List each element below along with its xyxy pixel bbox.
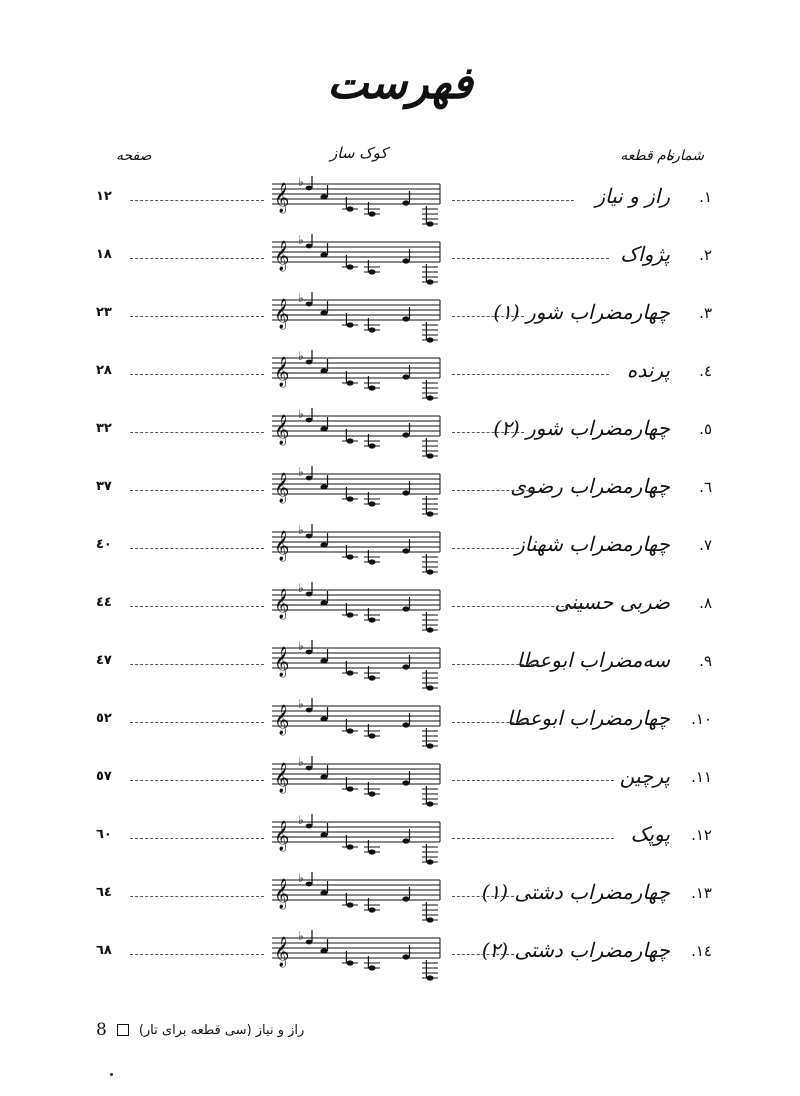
tuning-staff [272,750,442,810]
leader-dots [130,548,264,549]
toc-piece-name: چهارمضراب ابوعطا [506,706,670,730]
leader-dots [130,954,264,955]
tuning-staff [272,924,442,984]
svg-text:♭: ♭ [298,581,304,595]
svg-text:𝄞: 𝄞 [274,299,290,329]
header-number: شماره [665,148,704,164]
svg-text:𝄞: 𝄞 [274,357,290,387]
toc-page-number: ٤٠ [96,537,112,552]
header-tuning: کوک ساز [330,144,388,162]
toc-row [0,465,800,512]
leader-dots [130,316,264,317]
svg-text:♭: ♭ [298,407,304,421]
toc-piece-name: پژواک [620,242,670,266]
leader-dots [130,722,264,723]
header-piece-name: نام قطعه [620,148,674,164]
tuning-staff [272,170,442,230]
tuning-staff [272,576,442,636]
leader-dots [130,432,264,433]
tuning-staff [272,692,442,752]
leader-dots [452,954,514,955]
toc-row [0,813,800,860]
toc-row [0,871,800,918]
footer [96,1020,356,1040]
leader-dots [452,896,514,897]
toc-page-number: ١٢ [96,189,112,204]
toc-piece-name: پوپک [630,822,670,846]
leader-dots [130,780,264,781]
svg-text:♭: ♭ [298,291,304,305]
tuning-staff [272,460,442,520]
svg-text:♭: ♭ [298,813,304,827]
toc-piece-name: چهارمضراب دشتی (١) [481,880,670,904]
svg-text:𝄞: 𝄞 [274,415,290,445]
leader-dots [452,258,609,259]
toc-row [0,639,800,686]
toc-piece-name: پرنده [626,358,670,382]
toc-piece-name: سه‌مضراب ابوعطا [516,648,670,672]
svg-text:♭: ♭ [298,639,304,653]
leader-dots [452,432,524,433]
svg-text:♭: ♭ [298,523,304,537]
toc-piece-name: راز و نیاز [595,184,670,208]
toc-page-number: ٦٤ [96,885,112,900]
svg-text:♭: ♭ [298,697,304,711]
svg-text:𝄞: 𝄞 [274,589,290,619]
toc-page-number: ٤٧ [96,653,112,668]
leader-dots [452,374,609,375]
leader-dots [130,606,264,607]
toc-piece-name: چهارمضراب دشتی (٢) [481,938,670,962]
toc-piece-name: چهارمضراب شور (٢) [493,416,670,440]
toc-page-number: ٣٧ [96,479,112,494]
toc-piece-name: ضربی حسینی [554,590,670,614]
svg-text:♭: ♭ [298,755,304,769]
svg-text:𝄞: 𝄞 [274,183,290,213]
page-title: فهرست [327,58,473,109]
leader-dots [130,374,264,375]
toc-row [0,755,800,802]
leader-dots [130,664,264,665]
svg-text:𝄞: 𝄞 [274,647,290,677]
tuning-staff [272,286,442,346]
toc-number: .١٣ [691,884,712,902]
leader-dots [130,490,264,491]
leader-dots [452,722,529,723]
svg-text:♭: ♭ [298,465,304,479]
toc-number: .٣ [699,304,712,322]
svg-text:𝄞: 𝄞 [274,821,290,851]
toc-number: .١٢ [691,826,712,844]
toc-page-number: ٢٨ [96,363,112,378]
toc-page-number: ٥٧ [96,769,112,784]
toc-row [0,233,800,280]
tuning-staff [272,808,442,868]
toc-page-number: ١٨ [96,247,112,262]
toc-number: .٩ [699,652,712,670]
tuning-staff [272,866,442,926]
svg-text:𝄞: 𝄞 [274,531,290,561]
toc-page-number: ٢٣ [96,305,112,320]
toc-row [0,175,800,222]
leader-dots [452,200,574,201]
tuning-staff [272,634,442,694]
svg-text:𝄞: 𝄞 [274,473,290,503]
toc-row [0,697,800,744]
leader-dots [452,838,614,839]
toc-row [0,291,800,338]
svg-text:𝄞: 𝄞 [274,937,290,967]
tuning-staff [272,402,442,462]
toc-page-number: ٦٨ [96,943,112,958]
toc-page-number: ٤٤ [96,595,112,610]
toc-row [0,523,800,570]
svg-text:♭: ♭ [298,175,304,189]
leader-dots [452,490,534,491]
toc-number: .٢ [699,246,712,264]
square-icon [117,1024,129,1036]
svg-text:𝄞: 𝄞 [274,879,290,909]
tuning-staff [272,518,442,578]
toc-number: .٥ [699,420,712,438]
tuning-staff [272,344,442,404]
leader-dots [452,548,519,549]
leader-dots [452,606,584,607]
toc-row [0,929,800,976]
svg-text:𝄞: 𝄞 [274,241,290,271]
svg-text:♭: ♭ [298,929,304,943]
svg-text:♭: ♭ [298,349,304,363]
toc-number: .٦ [699,478,712,496]
speck [110,1073,113,1076]
toc-number: .١١ [691,768,712,786]
leader-dots [130,200,264,201]
footer-book-title: راز و نیاز (سی قطعه برای تار) [138,1022,305,1038]
toc-page-number: ٦٠ [96,827,112,842]
leader-dots [130,896,264,897]
svg-text:𝄞: 𝄞 [274,705,290,735]
svg-text:♭: ♭ [298,233,304,247]
leader-dots [452,780,614,781]
toc-page-number: ٥٢ [96,711,112,726]
toc-number: .٤ [699,362,712,380]
toc-piece-name: چهارمضراب رضوی [510,474,670,498]
toc-number: .٨ [699,594,712,612]
toc-number: .١٤ [691,942,712,960]
toc-piece-name: چهارمضراب شور (١) [493,300,670,324]
toc-piece-name: چهارمضراب شهناز [515,532,670,556]
toc-number: .٧ [699,536,712,554]
tuning-staff [272,228,442,288]
svg-text:𝄞: 𝄞 [274,763,290,793]
leader-dots [130,258,264,259]
toc-row [0,407,800,454]
svg-text:♭: ♭ [298,871,304,885]
toc-row [0,581,800,628]
toc-row [0,349,800,396]
footer-page-number: 8 [96,1020,107,1040]
toc-number: .١ [699,188,712,206]
toc-number: .١٠ [691,710,712,728]
toc-page-number: ٣٢ [96,421,112,436]
toc-piece-name: پرچین [619,764,670,788]
leader-dots [130,838,264,839]
header-page: صفحه [116,148,152,164]
leader-dots [452,316,524,317]
leader-dots [452,664,539,665]
